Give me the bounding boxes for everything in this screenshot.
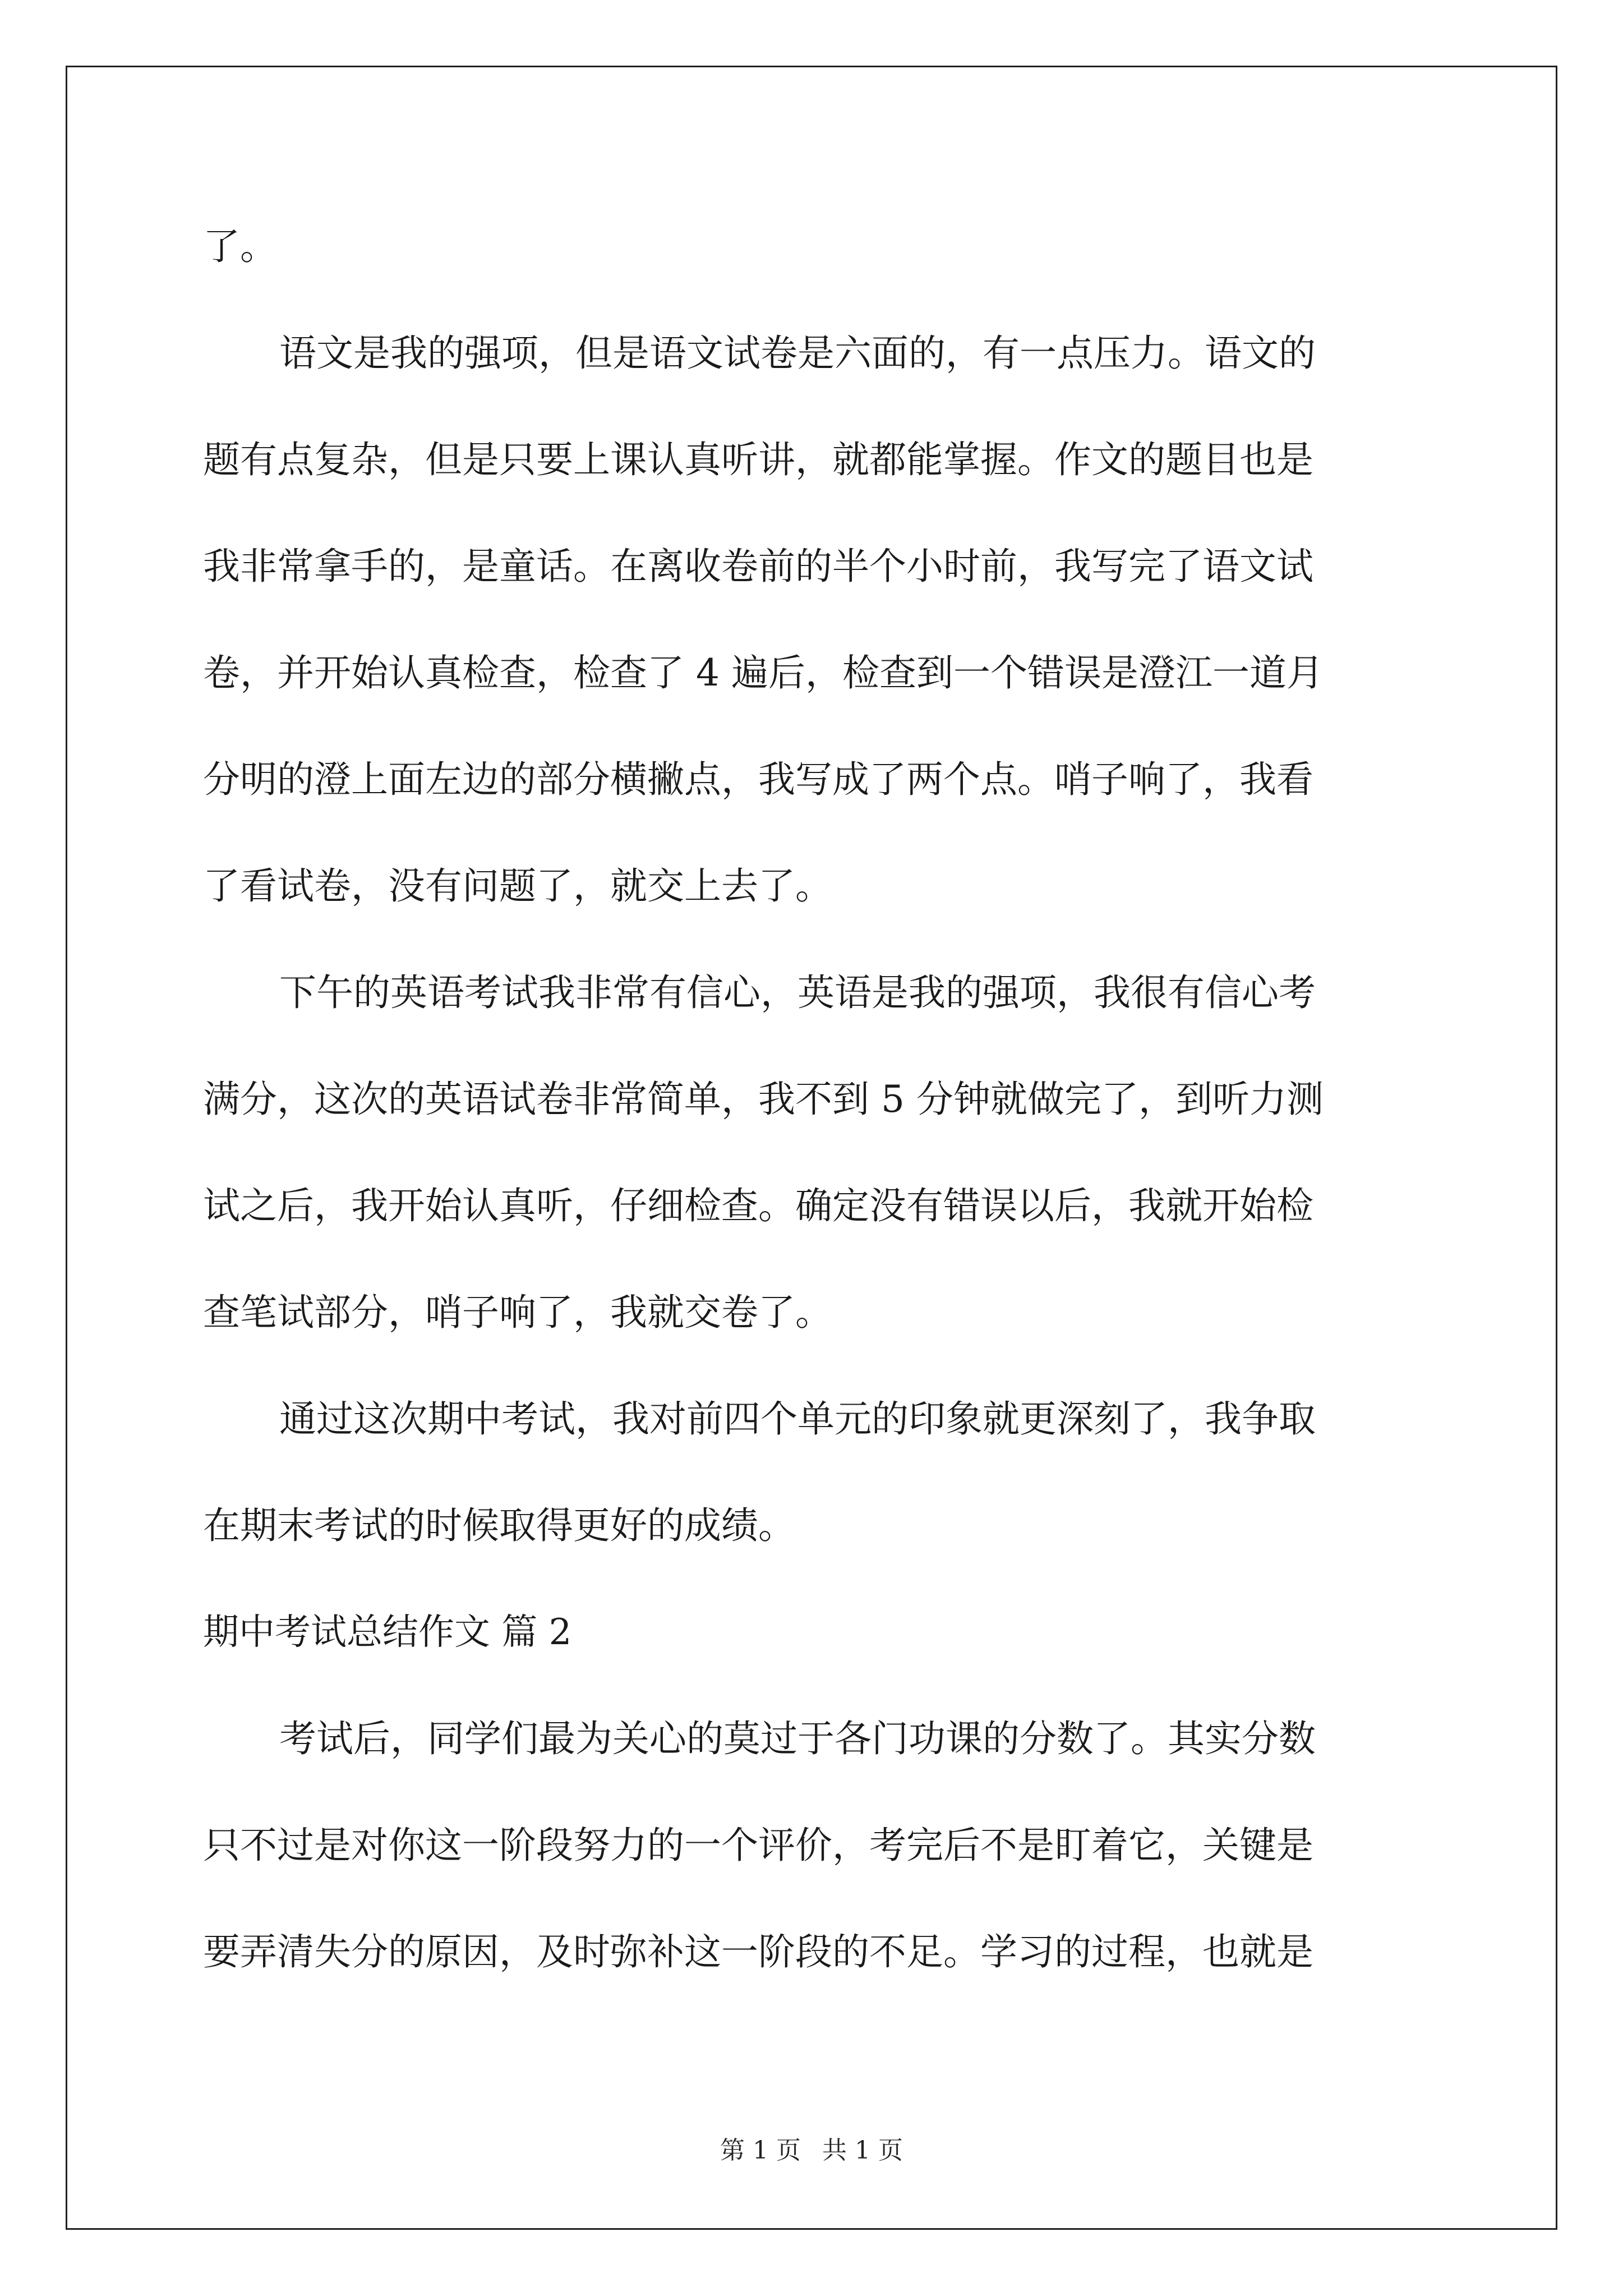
paragraph-line: 了看试卷，没有问题了，就交上去了。 bbox=[203, 864, 832, 908]
paragraph-line: 试之后，我开始认真听，仔细检查。确定没有错误以后，我就开始检 bbox=[203, 1184, 1313, 1227]
paragraph-line: 分明的澄上面左边的部分横撇点，我写成了两个点。哨子响了，我看 bbox=[203, 758, 1313, 801]
paragraph-line: 了。 bbox=[203, 225, 277, 268]
paragraph-line: 下午的英语考试我非常有信心，英语是我的强项，我很有信心考 bbox=[279, 971, 1316, 1014]
paragraph-line: 要弄清失分的原因，及时弥补这一阶段的不足。学习的过程，也就是 bbox=[203, 1930, 1313, 1973]
page-number: 第 1 页 bbox=[720, 2136, 801, 2165]
page-border bbox=[66, 66, 1557, 2230]
paragraph-line: 通过这次期中考试，我对前四个单元的印象就更深刻了，我争取 bbox=[279, 1397, 1316, 1441]
paragraph-line: 只不过是对你这一阶段努力的一个评价，考完后不是盯着它，关键是 bbox=[203, 1824, 1313, 1867]
section-heading: 期中考试总结作文 篇 2 bbox=[203, 1612, 572, 1653]
paragraph-line: 语文是我的强项，但是语文试卷是六面的，有一点压力。语文的 bbox=[279, 332, 1316, 375]
paragraph-line: 我非常拿手的，是童话。在离收卷前的半个小时前，我写完了语文试 bbox=[203, 545, 1313, 588]
paragraph-line: 查笔试部分，哨子响了，我就交卷了。 bbox=[203, 1291, 832, 1334]
paragraph-line: 满分，这次的英语试卷非常简单，我不到 5 分钟就做完了，到听力测 bbox=[203, 1078, 1324, 1121]
paragraph-line: 卷，并开始认真检查，检查了 4 遍后，检查到一个错误是澄江一道月 bbox=[203, 651, 1324, 694]
page-footer bbox=[0, 2135, 1623, 2166]
paragraph-line: 题有点复杂，但是只要上课认真听讲，就都能掌握。作文的题目也是 bbox=[203, 438, 1313, 481]
paragraph-line: 在期末考试的时候取得更好的成绩。 bbox=[203, 1504, 795, 1547]
page-total: 共 1 页 bbox=[822, 2136, 903, 2165]
paragraph-line: 考试后，同学们最为关心的莫过于各门功课的分数了。其实分数 bbox=[279, 1717, 1316, 1760]
